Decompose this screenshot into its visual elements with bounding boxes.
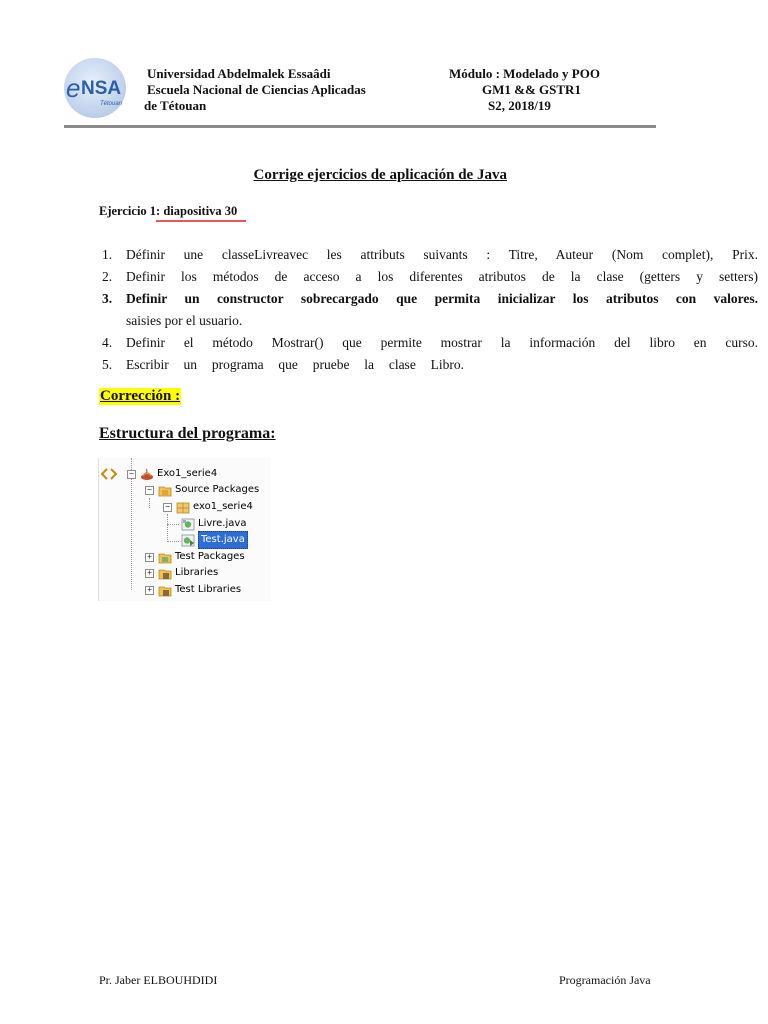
java-project-icon — [140, 468, 154, 481]
group-names: GM1 && GSTR1 — [482, 82, 581, 97]
collapse-toggle-icon[interactable]: − — [127, 470, 136, 479]
exercise-list — [102, 244, 758, 376]
project-tree — [98, 458, 271, 601]
university-name: Universidad Abdelmalek Essaâdi — [147, 66, 331, 81]
svg-text:Tétouan: Tétouan — [100, 101, 123, 107]
footer-author: Pr. Jaber ELBOUHDIDI — [99, 973, 218, 987]
tree-item-project[interactable]: − Exo1_serie4 — [127, 466, 217, 482]
library-folder-icon — [158, 567, 172, 580]
expand-toggle-icon[interactable]: + — [145, 586, 154, 595]
list-item: 3. Definir un constructor sobrecargado que permita inicializar los atributos con valores. — [102, 291, 758, 306]
folder-icon — [158, 551, 172, 564]
expand-toggle-icon[interactable]: + — [145, 553, 154, 562]
collapse-arrows-icon[interactable] — [101, 466, 117, 482]
java-class-icon — [181, 518, 195, 531]
collapse-toggle-icon[interactable]: − — [163, 503, 172, 512]
structure-heading: Estructura del programa: — [99, 425, 276, 442]
list-item: 5. Escribir un programa que pruebe la clase Libro. — [102, 357, 464, 372]
school-name: Escuela Nacional de Ciencias Aplicadas — [147, 82, 366, 97]
tree-item-test-libraries[interactable]: + Test Libraries — [145, 582, 241, 598]
semester: S2, 2018/19 — [488, 98, 551, 113]
module-name: Módulo : Modelado y POO — [449, 66, 600, 81]
list-item: 4. Definir el método Mostrar() que permite mostrar la información del libro en curso. — [102, 335, 758, 350]
institution-block — [144, 66, 366, 114]
document-title: Corrige ejercicios de aplicación de Java — [253, 167, 507, 183]
correction-heading: Corrección : — [100, 388, 181, 404]
module-block — [449, 66, 600, 114]
spellcheck-underline — [156, 219, 246, 223]
expand-toggle-icon[interactable]: + — [145, 569, 154, 578]
list-item: 2. Definir los métodos de acceso a los diferentes atributos de la clase (getters y setters) — [102, 269, 758, 284]
svg-text:e: e — [66, 73, 81, 103]
selected-file-label: Test.java — [198, 531, 248, 549]
ensa-logo — [62, 56, 136, 120]
list-item: 1. Définir une classeLivreavec les attributs suivants : Titre, Auteur (Nom complet), Prix. — [102, 247, 758, 262]
tree-item-package[interactable]: − exo1_serie4 — [163, 499, 253, 515]
list-item-continuation: saisies por el usuario. — [126, 313, 243, 328]
footer-course: Programación Java — [559, 973, 651, 987]
collapse-toggle-icon[interactable]: − — [145, 486, 154, 495]
tree-item-test-java[interactable] — [181, 532, 248, 548]
package-icon — [176, 501, 190, 514]
library-folder-icon — [158, 584, 172, 597]
exercise-heading: Ejercicio 1: diapositiva 30 — [99, 204, 238, 218]
svg-text:NSA: NSA — [81, 78, 122, 99]
cropped-row — [99, 452, 271, 458]
tree-item-libraries[interactable]: + Libraries — [145, 565, 218, 581]
tree-item-livre-java[interactable]: Livre.java — [181, 516, 246, 532]
folder-icon — [158, 484, 172, 497]
java-main-class-icon — [181, 534, 195, 547]
tree-item-test-packages[interactable]: + Test Packages — [145, 549, 245, 565]
city-name: de Tétouan — [144, 98, 207, 113]
header-divider — [64, 125, 656, 128]
tree-item-source-packages[interactable]: − Source Packages — [145, 482, 259, 498]
